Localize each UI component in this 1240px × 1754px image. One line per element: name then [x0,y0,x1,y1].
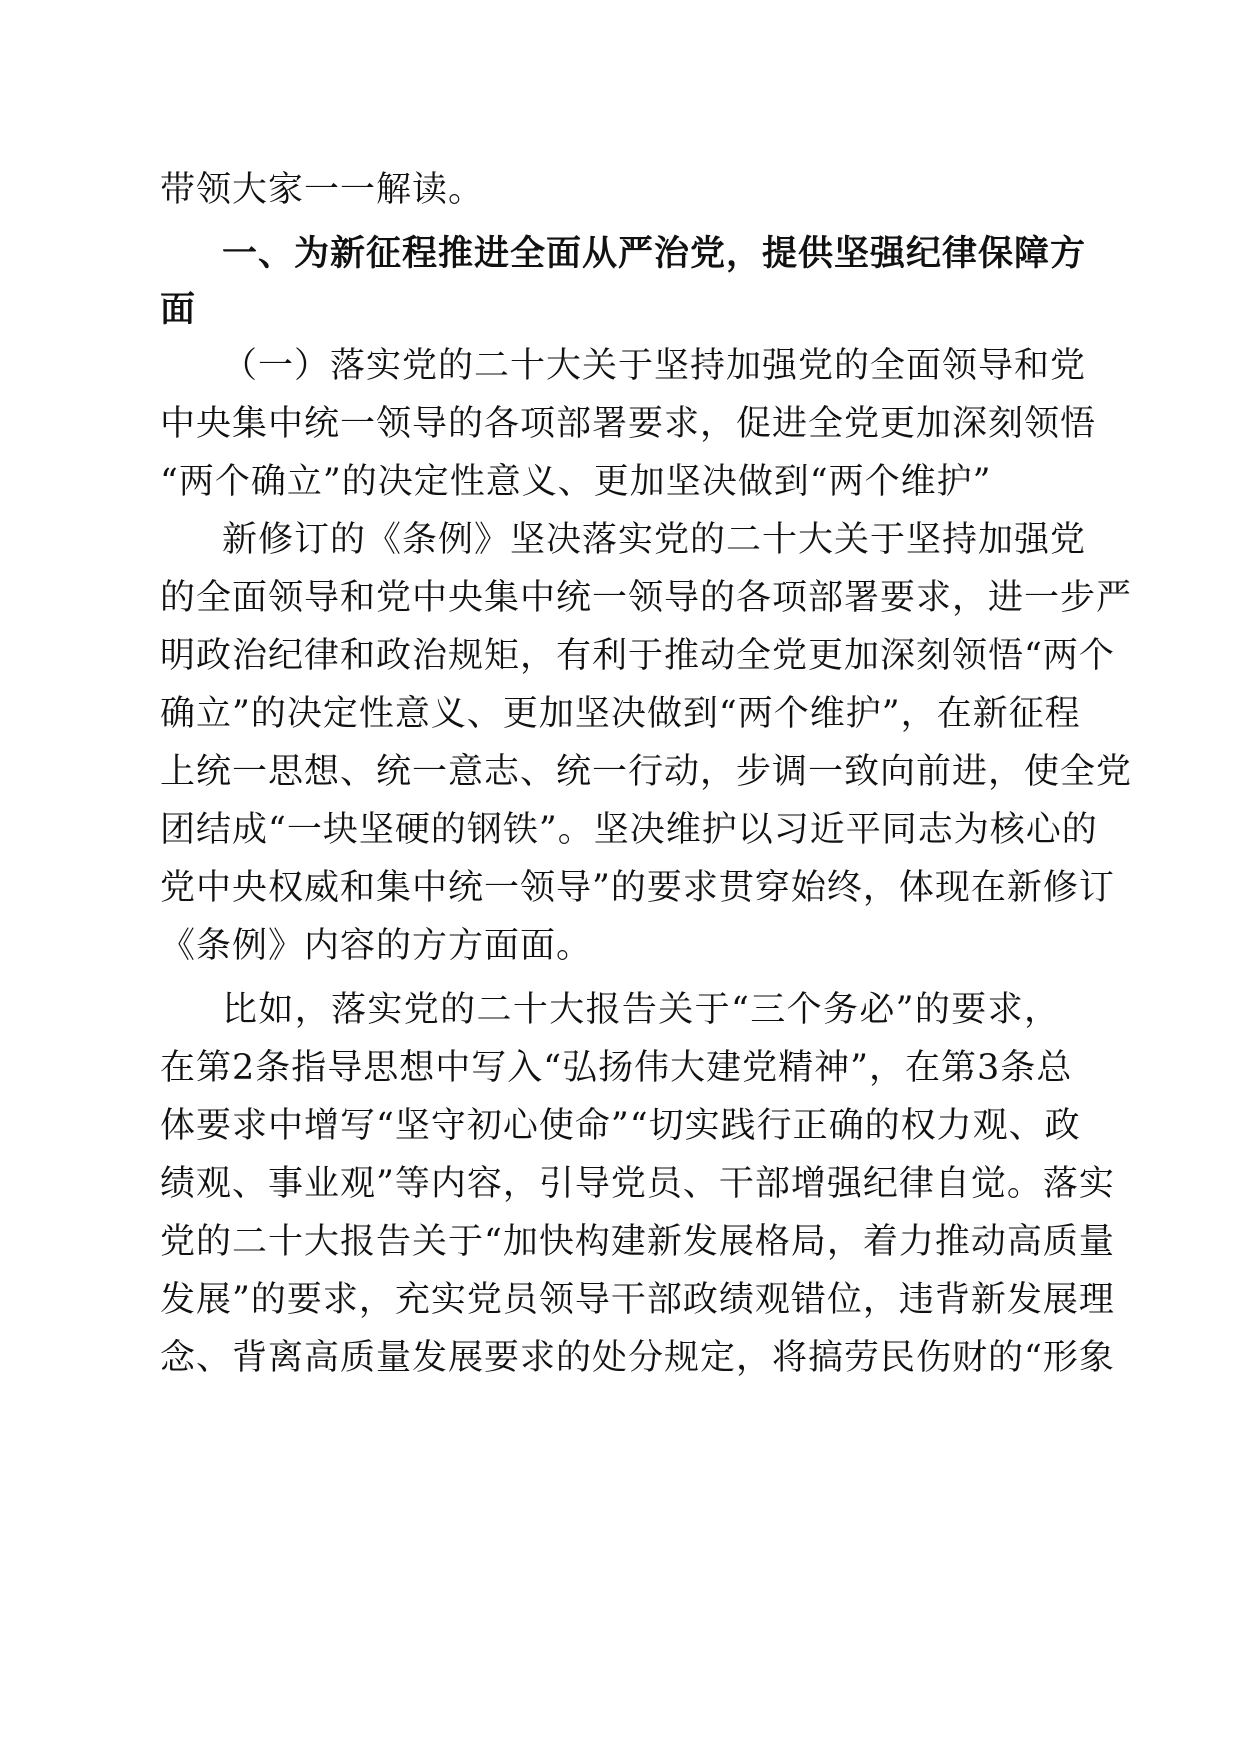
paragraph-2-line-1: 比如，落实党的二十大报告关于“三个务必”的要求， [222,990,1060,1030]
paragraph-1-line-6: 团结成“一块坚硬的钢铁”。坚决维护以习近平同志为核心的 [160,810,1098,850]
subsection-heading-line-3: “两个确立”的决定性意义、更加坚决做到“两个维护” [160,462,992,502]
paragraph-1-line-4: 确立”的决定性意义、更加坚决做到“两个维护”，在新征程 [160,694,1081,734]
paragraph-1-line-2: 的全面领导和党中央集中统一领导的各项部署要求，进一步严 [160,578,1133,618]
paragraph-1-line-3: 明政治纪律和政治规矩，有利于推动全党更加深刻领悟“两个 [160,636,1115,676]
paragraph-1-line-5: 上统一思想、统一意志、统一行动，步调一致向前进，使全党 [160,752,1133,792]
paragraph-1-line-7: 党中央权威和集中统一领导”的要求贯穿始终，体现在新修订 [160,868,1115,908]
section-heading-line-1: 一、为新征程推进全面从严治党，提供坚强纪律保障方 [222,234,1087,274]
paragraph-1-line-8: 《条例》内容的方方面面。 [160,926,593,966]
section-heading-line-2: 面 [160,290,197,330]
paragraph-2-line-5: 党的二十大报告关于“加快构建新发展格局，着力推动高质量 [160,1222,1115,1262]
paragraph-2-line-7: 念、背离高质量发展要求的处分规定，将搞劳民伤财的“形象 [160,1338,1115,1378]
paragraph-2-line-6: 发展”的要求，充实党员领导干部政绩观错位，违背新发展理 [160,1280,1115,1320]
paragraph-2-line-4: 绩观、事业观”等内容，引导党员、干部增强纪律自觉。落实 [160,1164,1115,1204]
paragraph-2-line-3: 体要求中增写“坚守初心使命”“切实践行正确的权力观、政 [160,1106,1081,1146]
subsection-heading-line-2: 中央集中统一领导的各项部署要求，促进全党更加深刻领悟 [160,404,1097,444]
paragraph-2-line-2: 在第2条指导思想中写入“弘扬伟大建党精神”，在第3条总 [160,1048,1073,1088]
paragraph-1-line-1: 新修订的《条例》坚决落实党的二十大关于坚持加强党 [222,520,1087,560]
intro-line: 带领大家一一解读。 [160,170,485,210]
subsection-heading-line-1: （一）落实党的二十大关于坚持加强党的全面领导和党 [222,346,1087,386]
